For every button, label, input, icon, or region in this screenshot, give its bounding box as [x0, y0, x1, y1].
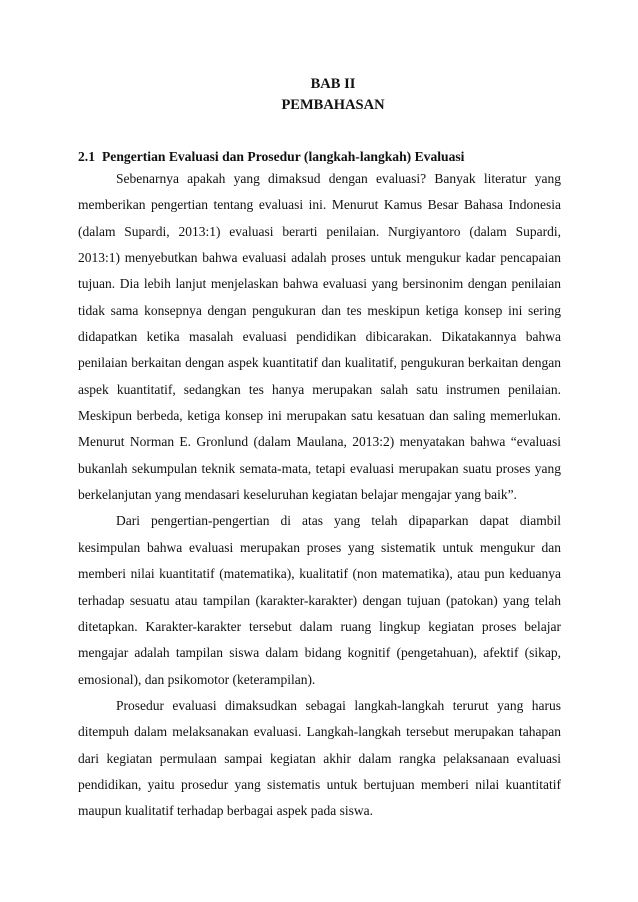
section-heading: [78, 148, 464, 166]
section-title: Pengertian Evaluasi dan Prosedur (langkah-langkah) Evaluasi: [102, 149, 465, 164]
paragraph-definition: Sebenarnya apakah yang dimaksud dengan evaluasi? Banyak literatur yang memberikan pengertian tentang evaluasi ini. Menurut Kamus Besar Bahasa Indonesia (dalam Supardi, 2013:1) evaluasi berarti penilaian. Nurgiyantoro (dalam Supardi, 2013:1) menyebutkan bahwa evaluasi adalah proses untuk mengukur kadar pencapaian tujuan. Dia lebih lanjut menjelaskan bahwa evaluasi yang bersinonim dengan penilaian tidak sama konsepnya dengan pengukuran dan tes meskipun ketiga konsep ini sering didapatkan ketika masalah evaluasi pendidikan dibicarakan. Dikatakannya bahwa penilaian berkaitan dengan aspek kuantitatif dan kualitatif, pengukuran berkaitan dengan aspek kuantitatif, sedangkan tes hanya merupakan salah satu instrumen penilaian. Meskipun berbeda, ketiga konsep ini merupakan satu kesatuan dan saling memerlukan. Menurut Norman E. Gronlund (dalam Maulana, 2013:2) menyatakan bahwa “evaluasi bukanlah sekumpulan teknik semata-mata, tetapi evaluasi merupakan suatu proses yang berkelanjutan yang mendasari keseluruhan kegiatan belajar mengajar yang baik”.: [78, 171, 561, 503]
section-number: 2.1: [78, 149, 95, 164]
body-text: [78, 166, 561, 825]
paragraph-procedure: Prosedur evaluasi dimaksudkan sebagai langkah-langkah terurut yang harus ditempuh dalam melaksanakan evaluasi. Langkah-langkah tersebut merupakan tahapan dari kegiatan permulaan sampai kegiatan akhir dalam rangka pelaksanaan evaluasi pendidikan, yaitu prosedur yang sistematis untuk bertujuan memberi nilai kuantitatif maupun kualitatif terhadap berbagai aspek pada siswa.: [78, 697, 561, 819]
chapter-number: BAB II: [310, 76, 356, 92]
paragraph-conclusion: Dari pengertian-pengertian di atas yang telah dipaparkan dapat diambil kesimpulan bahwa evaluasi merupakan proses yang sistematik untuk mengukur dan memberi nilai kuantitatif (matematika), kualitatif (non matematika), atau pun keduanya terhadap sesuatu atau tampilan (karakter-karakter) dengan tujuan (patokan) yang telah ditetapkan. Karakter-karakter tersebut dalam ruang lingkup kegiatan proses belajar mengajar adalah tampilan siswa dalam bidang kognitif (pengetahuan), afektif (sikap, emosional), dan psikomotor (keterampilan).: [78, 513, 561, 687]
chapter-title: PEMBAHASAN: [281, 97, 385, 113]
